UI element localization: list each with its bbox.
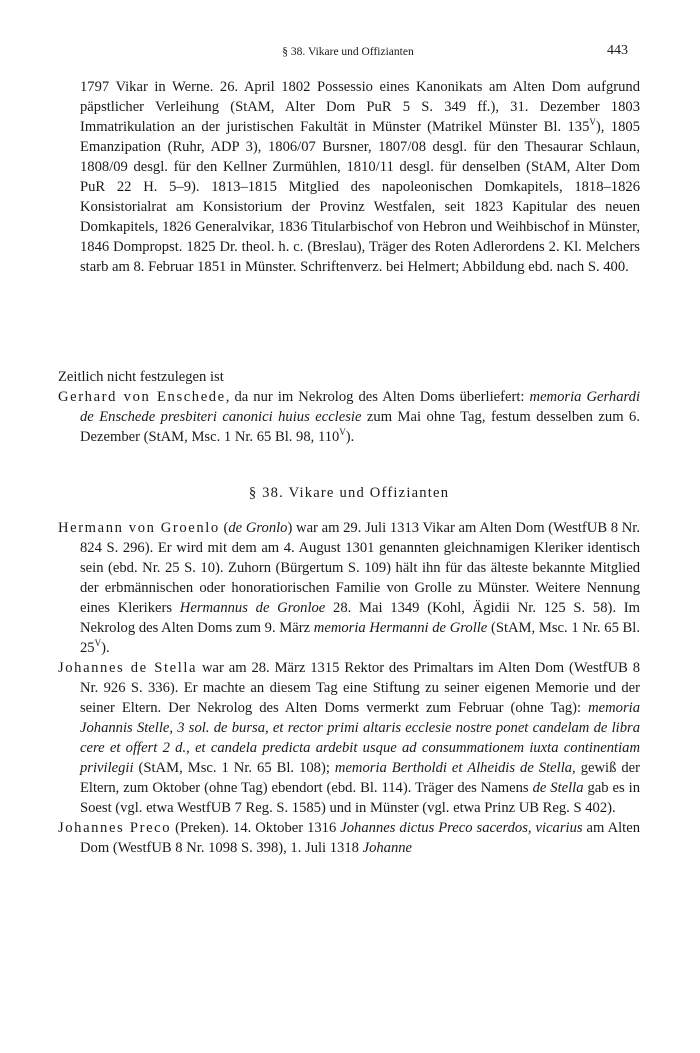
paragraph-melchers-continuation: 1797 Vikar in Werne. 26. April 1802 Possessio eines Kanonikats am Alten Dom aufgrund päpstlicher Verleihung (StAM, Alter Dom PuR 5 S. 349 ff.), 31. Dezember 1803 Immatrikulation an der juristischen Fakultät in Münster (Matrikel Münster Bl. $135^V$), 1805 Emanzipation (Ruhr, ADP 3), 1806/07 Bursner, 1807/08 desgl. für den Thesaurar Schlaun, 1808/09 desgl. für den Kellner Zurmühlen, 1810/11 desgl. für denselben (StAM, Alter Dom PuR 22 H. 5–9). 1813–1815 Mitglied des napoleonischen Domkapitels, 1818–1826 Konsistorialrat am Konsistorium der Provinz Westfalen, seit 1823 Kapitular des neuen Domkapitels, 1826 Generalvikar, 1836 Titularbischof von Hebron und Weihbischof in Münster, 1846 Dompropst. 1825 Dr. theol. h. c. (Breslau), Träger des Roten Adlerordens 2. Kl. Melchers starb am 8. Februar 1851 in Münster. Schriftenverz. bei Helmert; Abbildung ebd. nach S. 400. [80, 79, 640, 275]
top-paragraph [58, 77, 640, 277]
undated-label: Zeitlich nicht festzulegen ist [58, 369, 224, 385]
entry-text: ( [219, 520, 229, 536]
entry-text: 28. Mai 1349 (Kohl, Ägidii Nr. 125 S. 58). Im Nekrolog des Alten Doms zum 9. März [80, 600, 640, 636]
undated-section [58, 367, 640, 447]
entry-text: (StAM, Msc. 1 Nr. 65 Bl. $25^V$). [80, 620, 640, 656]
entry-text: , da nur im Nekrolog des Alten Doms überliefert: [225, 389, 530, 405]
entry-johannes-de-stella [58, 658, 640, 818]
entry-quote: memoria Hermanni de Grolle [313, 620, 488, 636]
entry-quote: Johanne [362, 840, 413, 856]
entry-quote: memoria Bertholdi et Alheidis de Stella [334, 760, 573, 776]
running-head-title: § 38. Vikare und Offizianten [282, 46, 414, 58]
entry-name: Johannes de Stella [58, 660, 198, 676]
entry-text: ) war am 29. Juli 1313 Vikar am Alten Dom (WestfUB 8 Nr. 824 S. 296). Er wird mit dem am 4. August 1301 genannten gleichnamigen Kleriker identisch sein (ebd. Nr. 25 S. 10). Zuhorn (Bürgertum S. 109) hält ihn für das älteste bekannte Mitglied der erbmännischen oder honoratiorischen Familie von Grolle zu Münster. Weitere Nennung eines Klerikers [80, 520, 640, 616]
entry-johannes-preco [58, 818, 640, 858]
entry-name: Gerhard von Enschede [58, 389, 226, 405]
entry-quote: memoria Gerhardi de Enschede presbiteri canonici huius ecclesie [80, 389, 640, 425]
entry-text: (Preken). 14. Oktober 1316 [171, 820, 341, 836]
entry-quote: de Stella [532, 780, 584, 796]
entry-quote: Johannes dictus Preco sacerdos, vicarius [340, 820, 583, 836]
entry-text: war am 28. März 1315 Rektor des Primaltars im Alten Dom (WestfUB 8 Nr. 926 S. 336). Er machte an diesem Tag eine Stiftung zu seiner eigenen Memorie und der seiner Eltern. Der Nekrolog des Alten Doms vermerkt zum Februar (ohne Tag): [80, 660, 640, 716]
entries-list [58, 518, 640, 858]
entry-hermann-von-groenlo [58, 518, 640, 658]
entry-text: , gewiß der Eltern, zum Oktober (ohne Tag) ebendort (ebd. Bl. 114). Träger des Namens [80, 760, 641, 796]
entry-text: am Alten Dom (WestfUB 8 Nr. 1098 S. 398), 1. Juli 1318 [80, 820, 641, 856]
page-number: 443 [607, 43, 628, 58]
entry-text: zum Mai ohne Tag, festum desselben zum 6. Dezember (StAM, Msc. 1 Nr. 65 Bl. 98, $110^V$). [80, 409, 640, 445]
entry-gerhard-von-enschede [58, 387, 640, 447]
entry-quote: memoria Johannis Stelle, 3 sol. de bursa, et rector primi altaris ecclesie nostre ponet candelam de libra cere et offert 2 d., et candela predicta ardebit usque ad consummationem iuxta continentiam privilegii [80, 700, 640, 776]
entry-quote: Hermannus de Gronloe [179, 600, 326, 616]
entry-name: Johannes Preco [58, 820, 172, 836]
entry-text: gab es in Soest (vgl. etwa WestfUB 7 Reg. S. 1585) und in Münster (vgl. etwa Prinz UB Reg. S 402). [80, 780, 640, 816]
entry-quote: de Gronlo [228, 520, 288, 536]
entry-text: (StAM, Msc. 1 Nr. 65 Bl. 108); [133, 760, 335, 776]
section-heading: § 38. Vikare und Offizianten [248, 485, 450, 501]
running-head [58, 42, 638, 62]
entry-name: Hermann von Groenlo [58, 520, 220, 536]
